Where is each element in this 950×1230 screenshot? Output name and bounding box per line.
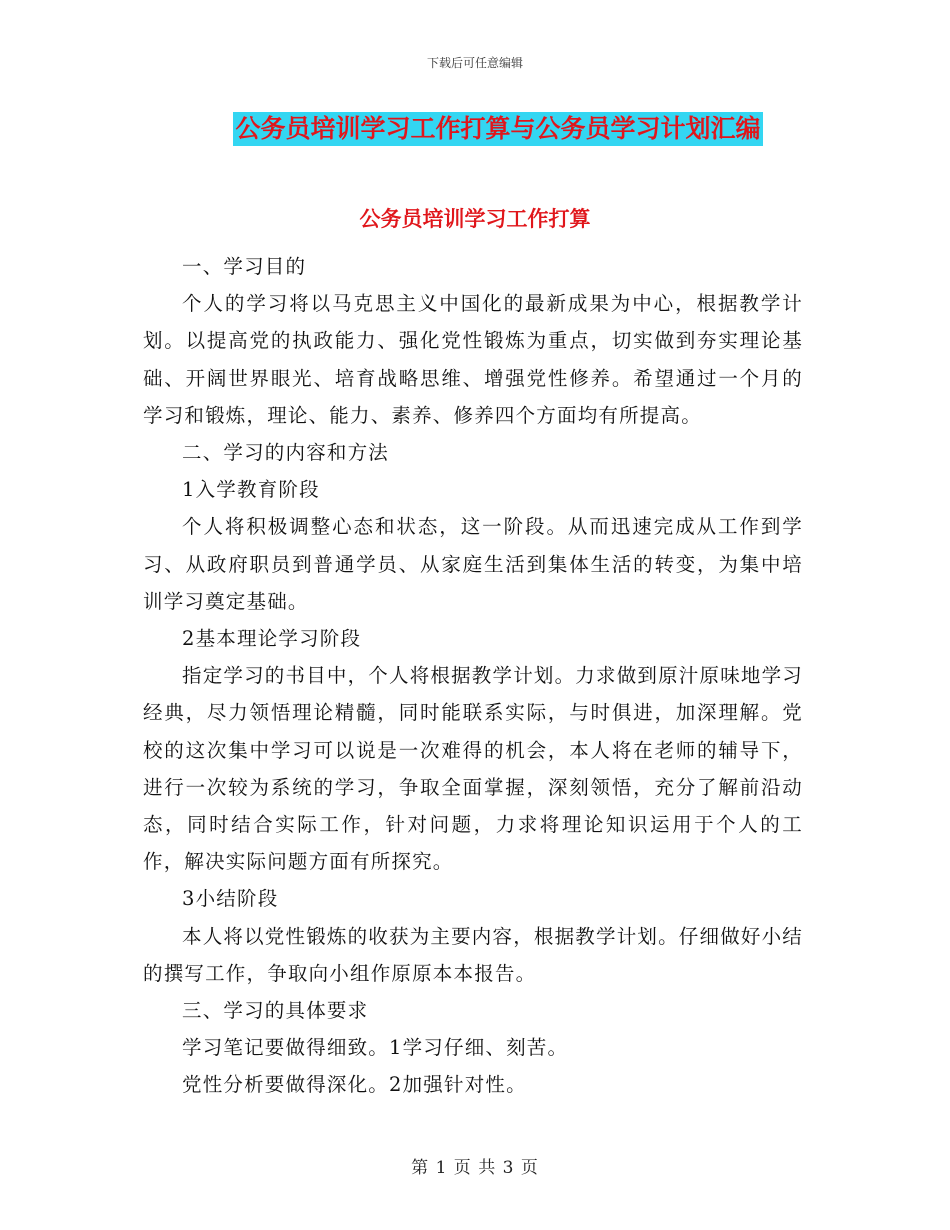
document-title: 公务员培训学习工作打算与公务员学习计划汇编	[233, 112, 762, 146]
paragraph-heading-1: 一、学习目的	[182, 255, 307, 278]
paragraph-subheading: 1入学教育阶段	[182, 478, 320, 502]
page-footer: 第 1 页 共 3 页	[411, 1158, 539, 1178]
document-title-container	[0, 112, 950, 146]
paragraph-subheading: 2基本理论学习阶段	[182, 627, 362, 651]
paragraph: 个人将积极调整心态和状态，这一阶段。从而迅速完成从工作到学习、从政府职员到普通学员、从家庭生活到集体生活的转变，为集中培训学习奠定基础。	[143, 515, 803, 613]
paragraph: 党性分析要做得深化。2加强针对性。	[182, 1073, 527, 1097]
paragraph: 学习笔记要做得细致。1学习仔细、刻苦。	[182, 1036, 569, 1060]
section-title: 公务员培训学习工作打算	[359, 207, 591, 231]
paragraph: 个人的学习将以马克思主义中国化的最新成果为中心，根据教学计划。以提高党的执政能力、强化党性锻炼为重点，切实做到夯实理论基础、开阔世界眼光、培育战略思维、增强党性修养。希望通过一个月的学习和锻炼，理论、能力、素养、修养四个方面均有所提高。	[143, 292, 803, 427]
header-note: 下载后可任意编辑	[426, 56, 523, 70]
body-text	[143, 248, 803, 1104]
paragraph: 指定学习的书目中，个人将根据教学计划。力求做到原汁原味地学习经典，尽力领悟理论精髓，同时能联系实际，与时俱进，加深理解。党校的这次集中学习可以说是一次难得的机会，本人将在老师的辅导下，进行一次较为系统的学习，争取全面掌握，深刻领悟，充分了解前沿动态，同时结合实际工作，针对问题，力求将理论知识运用于个人的工作，解决实际问题方面有所探究。	[143, 664, 804, 874]
paragraph-subheading: 3小结阶段	[182, 887, 279, 911]
paragraph: 本人将以党性锻炼的收获为主要内容，根据教学计划。仔细做好小结的撰写工作，争取向小组作原原本本报告。	[143, 924, 804, 985]
paragraph-heading-2: 二、学习的内容和方法	[182, 441, 390, 465]
paragraph-heading-3: 三、学习的具体要求	[182, 999, 369, 1023]
